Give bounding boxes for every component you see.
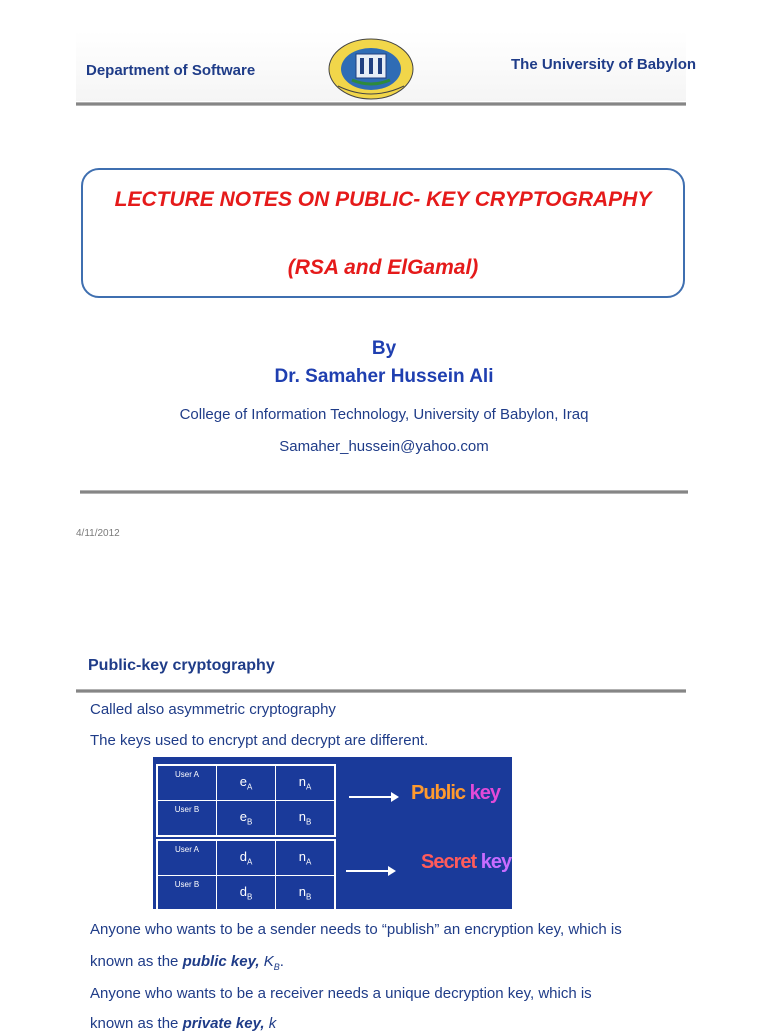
user-cell: User A	[157, 765, 217, 801]
secret-key-label: Secret key	[421, 851, 512, 873]
header-divider	[76, 102, 686, 106]
title-page-divider	[80, 490, 688, 494]
key-cell: $n_A$	[276, 840, 336, 876]
key-cell: $d_B$	[217, 876, 276, 912]
table-row	[157, 801, 335, 837]
body-line-keys-different: The keys used to encrypt and decrypt are different.	[90, 732, 429, 749]
table-row	[157, 840, 335, 876]
body-line-publish: Anyone who wants to be a sender needs to “publish” an encryption key, which is	[90, 921, 622, 938]
body-line-receiver: Anyone who wants to be a receiver needs a unique decryption key, which is	[90, 985, 592, 1002]
lecture-subtitle: (RSA and ElGamal)	[287, 256, 479, 279]
secret-arrow-icon	[346, 870, 394, 872]
key-cell: $e_A$	[217, 765, 276, 801]
public-key-label: Public key	[411, 782, 500, 804]
secret-key-table	[156, 839, 336, 912]
key-cell: $n_A$	[276, 765, 336, 801]
author-affiliation: College of Information Technology, University of Babylon, Iraq	[179, 406, 589, 423]
public-arrow-icon	[349, 796, 397, 798]
table-row	[157, 876, 335, 912]
university-label: The University of Babylon	[511, 56, 697, 73]
lecture-title: LECTURE NOTES ON PUBLIC- KEY CRYPTOGRAPHY	[114, 188, 652, 211]
key-cell: $e_B$	[217, 801, 276, 837]
key-diagram	[153, 757, 512, 909]
section-divider	[76, 689, 686, 693]
user-cell: User A	[157, 840, 217, 876]
author-name: Dr. Samaher Hussein Ali	[274, 366, 494, 387]
user-cell: User B	[157, 876, 217, 912]
key-cell: $d_A$	[217, 840, 276, 876]
body-line-public-key: known as the public key, $K_B$.	[90, 953, 284, 972]
slide-date: 4/11/2012	[76, 528, 120, 539]
user-cell: User B	[157, 801, 217, 837]
body-line-asymmetric: Called also asymmetric cryptography	[90, 701, 336, 718]
section-title: Public-key cryptography	[88, 657, 275, 674]
body-line-private-key: known as the private key, k	[90, 1015, 277, 1032]
university-logo	[328, 38, 414, 100]
author-email: Samaher_hussein@yahoo.com	[279, 438, 489, 455]
table-row	[157, 765, 335, 801]
public-key-table	[156, 764, 336, 837]
key-cell: $n_B$	[276, 876, 336, 912]
by-label: By	[371, 338, 397, 359]
department-label: Department of Software	[86, 62, 256, 79]
key-cell: $n_B$	[276, 801, 336, 837]
